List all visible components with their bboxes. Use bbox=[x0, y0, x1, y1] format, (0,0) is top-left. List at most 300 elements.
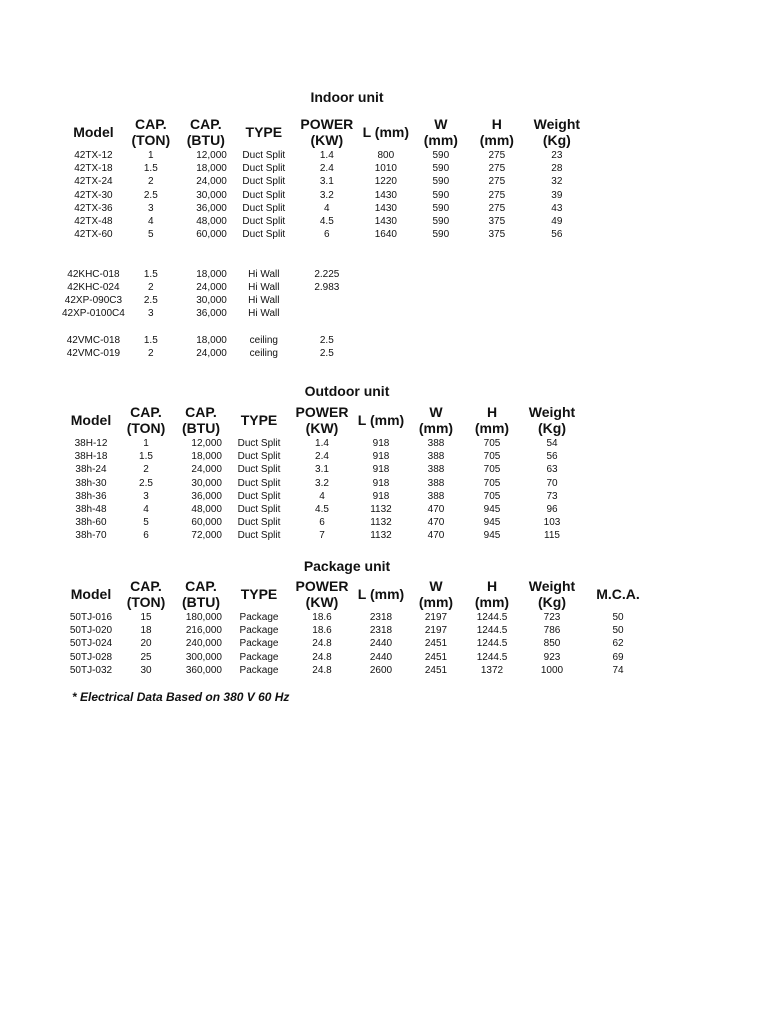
table-cell: 25 bbox=[140, 651, 152, 663]
table-cell: 42KHC-024 bbox=[67, 282, 120, 293]
table-cell bbox=[471, 294, 523, 307]
table-cell: 2.225 bbox=[314, 268, 340, 280]
table-cell: 388 bbox=[427, 438, 445, 449]
table-row bbox=[62, 268, 591, 281]
table-cell: 3 bbox=[148, 202, 154, 214]
table-cell: 2.5 bbox=[319, 348, 334, 359]
column-header: Weight (Kg) bbox=[528, 404, 576, 436]
table-cell: 12,000 bbox=[196, 150, 227, 161]
table-cell: 1.4 bbox=[319, 150, 334, 161]
indoor-unit-table bbox=[62, 115, 591, 360]
table-cell: 4 bbox=[324, 202, 330, 214]
table-cell: 300,000 bbox=[185, 651, 222, 663]
table-cell bbox=[361, 268, 411, 281]
table-cell: 590 bbox=[432, 216, 450, 228]
column-header: L (mm) bbox=[357, 586, 405, 602]
table-cell bbox=[361, 334, 411, 347]
table-cell: 375 bbox=[488, 229, 506, 241]
column-header: TYPE bbox=[245, 124, 283, 140]
table-cell: 50 bbox=[612, 612, 624, 623]
table-cell: 18,000 bbox=[196, 334, 227, 346]
column-header: POWER (KW) bbox=[295, 578, 349, 610]
table-cell: Duct Split bbox=[237, 451, 281, 463]
table-cell: 42TX-18 bbox=[74, 163, 113, 175]
table-cell: 388 bbox=[427, 464, 445, 476]
table-cell: 42VMC-019 bbox=[66, 348, 121, 359]
table-cell: 590 bbox=[432, 189, 450, 201]
table-cell: 723 bbox=[543, 612, 561, 623]
table-cell: 42XP-090C3 bbox=[64, 295, 123, 307]
table-cell: 6 bbox=[324, 229, 330, 241]
column-header: W (mm) bbox=[418, 578, 454, 610]
table-cell: 4 bbox=[319, 490, 325, 502]
table-cell: 3 bbox=[148, 308, 154, 320]
table-cell: 18.6 bbox=[312, 625, 332, 637]
table-row bbox=[62, 490, 586, 503]
outdoor-unit-table bbox=[62, 403, 586, 543]
table-cell: 2 bbox=[148, 282, 154, 293]
column-header: TYPE bbox=[240, 586, 278, 602]
table-cell: Package bbox=[239, 625, 279, 637]
column-header: POWER (KW) bbox=[300, 116, 354, 148]
table-cell: 30 bbox=[140, 664, 152, 676]
table-cell: 50TJ-024 bbox=[69, 638, 113, 650]
table-cell: 590 bbox=[432, 163, 450, 175]
column-header: M.C.A. bbox=[596, 586, 640, 602]
table-cell: 24,000 bbox=[191, 464, 222, 476]
table-cell: Duct Split bbox=[237, 490, 281, 502]
table-cell: 39 bbox=[551, 189, 563, 201]
column-header: W (mm) bbox=[418, 404, 454, 436]
table-cell: 1640 bbox=[374, 229, 397, 241]
table-cell: 2451 bbox=[424, 638, 448, 650]
table-cell: 850 bbox=[543, 638, 561, 650]
table-cell: 70 bbox=[546, 477, 558, 489]
table-row bbox=[62, 624, 650, 637]
table-cell: 1.4 bbox=[315, 438, 329, 449]
table-cell: 50TJ-020 bbox=[69, 625, 113, 637]
table-cell: 24.8 bbox=[312, 638, 332, 650]
table-cell bbox=[293, 294, 361, 307]
table-cell: 4 bbox=[148, 216, 154, 228]
table-cell: Duct Split bbox=[237, 464, 281, 476]
table-cell: 1372 bbox=[480, 664, 504, 676]
table-cell bbox=[293, 307, 361, 320]
table-cell: Hi Wall bbox=[248, 295, 280, 307]
table-cell: 2.5 bbox=[319, 334, 334, 346]
table-cell: 375 bbox=[488, 216, 506, 228]
table-cell: 1.5 bbox=[143, 163, 158, 175]
table-cell: 2 bbox=[143, 464, 149, 476]
table-cell: 42VMC-018 bbox=[66, 334, 121, 346]
table-cell: 24,000 bbox=[196, 282, 227, 293]
spacer-cell bbox=[62, 321, 591, 334]
table-cell: 5 bbox=[148, 229, 154, 241]
table-cell bbox=[523, 347, 591, 360]
table-cell bbox=[361, 347, 411, 360]
table-cell: 5 bbox=[143, 517, 149, 529]
outdoor-unit-title: Outdoor unit bbox=[304, 383, 390, 399]
table-cell: 590 bbox=[432, 229, 450, 241]
table-cell: 56 bbox=[551, 229, 563, 241]
table-row bbox=[62, 477, 586, 490]
column-header: L (mm) bbox=[357, 412, 405, 428]
table-cell: 6 bbox=[143, 530, 149, 542]
table-cell: 49 bbox=[551, 216, 563, 228]
table-cell: Duct Split bbox=[237, 504, 281, 516]
table-cell: 2197 bbox=[424, 625, 448, 637]
table-cell bbox=[471, 268, 523, 281]
table-cell: 7 bbox=[319, 530, 325, 542]
table-cell bbox=[411, 281, 471, 294]
table-cell: 48,000 bbox=[191, 504, 222, 516]
table-cell: 945 bbox=[483, 504, 501, 516]
table-cell bbox=[411, 294, 471, 307]
table-cell: 1010 bbox=[374, 163, 397, 175]
table-cell: 1244.5 bbox=[476, 638, 508, 650]
electrical-note: * Electrical Data Based on 380 V 60 Hz bbox=[72, 690, 290, 704]
table-cell: Duct Split bbox=[242, 189, 286, 201]
spacer-cell bbox=[62, 241, 591, 254]
table-cell: 240,000 bbox=[185, 638, 222, 650]
table-cell: 1 bbox=[143, 438, 149, 449]
table-row bbox=[62, 529, 586, 542]
table-cell: 275 bbox=[488, 163, 506, 175]
table-cell bbox=[523, 294, 591, 307]
table-cell: 30,000 bbox=[191, 477, 222, 489]
table-cell: 38H-18 bbox=[74, 451, 108, 463]
table-cell: 1.5 bbox=[143, 268, 158, 280]
table-cell: 4.5 bbox=[315, 504, 329, 516]
table-cell: 24,000 bbox=[196, 348, 227, 359]
table-cell: 2.5 bbox=[143, 295, 158, 307]
table-cell: Duct Split bbox=[242, 202, 286, 214]
table-cell: Hi Wall bbox=[248, 308, 280, 320]
column-header: POWER (KW) bbox=[295, 404, 349, 436]
table-cell: Duct Split bbox=[242, 163, 286, 175]
table-cell: 50TJ-016 bbox=[69, 612, 113, 623]
table-cell bbox=[471, 307, 523, 320]
table-cell: Hi Wall bbox=[248, 282, 280, 293]
table-cell: 43 bbox=[551, 202, 563, 214]
table-cell: Duct Split bbox=[242, 176, 286, 188]
table-cell: 24.8 bbox=[312, 651, 332, 663]
table-cell: 2.983 bbox=[314, 282, 340, 293]
table-row bbox=[62, 463, 586, 476]
spacer-cell bbox=[62, 255, 591, 268]
table-cell: 2440 bbox=[369, 638, 393, 650]
table-cell bbox=[411, 347, 471, 360]
table-cell: 388 bbox=[427, 477, 445, 489]
table-cell: 4.5 bbox=[319, 216, 334, 228]
table-cell: 388 bbox=[427, 451, 445, 463]
header-row bbox=[62, 577, 650, 611]
table-cell: 103 bbox=[543, 517, 561, 529]
package-unit-title: Package unit bbox=[303, 558, 391, 574]
table-cell: 6 bbox=[319, 517, 325, 529]
column-header: Model bbox=[70, 412, 112, 428]
table-row bbox=[62, 437, 586, 450]
table-cell: 24.8 bbox=[312, 664, 332, 676]
table-cell: 42TX-36 bbox=[74, 202, 113, 214]
table-cell: 1000 bbox=[540, 664, 564, 676]
table-cell: 918 bbox=[372, 438, 390, 449]
table-cell: 42TX-24 bbox=[74, 176, 113, 188]
table-cell: 38h-60 bbox=[75, 517, 107, 529]
table-cell: 42KHC-018 bbox=[67, 268, 120, 280]
table-cell: ceiling bbox=[249, 348, 278, 359]
table-cell: 275 bbox=[488, 202, 506, 214]
table-cell: 470 bbox=[427, 517, 445, 529]
table-row bbox=[62, 162, 591, 175]
table-cell: 36,000 bbox=[196, 202, 227, 214]
table-cell: 1430 bbox=[374, 216, 397, 228]
table-cell: 705 bbox=[483, 490, 501, 502]
table-cell: 115 bbox=[544, 530, 560, 542]
table-cell: 2318 bbox=[369, 625, 393, 637]
table-cell bbox=[471, 334, 523, 347]
table-row bbox=[62, 149, 591, 162]
table-cell: 945 bbox=[483, 517, 501, 529]
table-cell: 1244.5 bbox=[476, 651, 508, 663]
table-cell: 945 bbox=[483, 530, 501, 542]
column-header: Weight (Kg) bbox=[533, 116, 581, 148]
column-header: H (mm) bbox=[474, 578, 510, 610]
table-cell: 705 bbox=[483, 438, 501, 449]
table-cell: 48,000 bbox=[196, 216, 227, 228]
table-cell: Duct Split bbox=[242, 229, 286, 241]
table-cell: 800 bbox=[377, 150, 395, 161]
table-cell: 42TX-12 bbox=[74, 150, 113, 161]
table-cell: 23 bbox=[551, 150, 563, 161]
table-cell: 1220 bbox=[374, 176, 397, 188]
column-header: CAP. (BTU) bbox=[181, 578, 221, 610]
table-cell bbox=[471, 281, 523, 294]
table-cell: 18 bbox=[140, 625, 152, 637]
table-cell: 12,000 bbox=[191, 438, 222, 449]
table-row bbox=[62, 347, 591, 360]
table-cell: 2318 bbox=[369, 612, 393, 623]
table-cell: 3.2 bbox=[319, 189, 334, 201]
column-header: CAP. (BTU) bbox=[181, 404, 221, 436]
table-cell: 3.1 bbox=[315, 464, 329, 476]
table-row bbox=[62, 611, 650, 624]
table-row bbox=[62, 450, 586, 463]
table-cell: 2 bbox=[148, 176, 154, 188]
table-cell: 3.1 bbox=[319, 176, 334, 188]
table-row bbox=[62, 334, 591, 347]
table-cell: Duct Split bbox=[242, 216, 286, 228]
column-header: CAP. (BTU) bbox=[186, 116, 225, 148]
table-row bbox=[62, 175, 591, 188]
table-cell: 470 bbox=[427, 530, 445, 542]
table-cell: Package bbox=[239, 612, 279, 623]
table-cell: 60,000 bbox=[196, 229, 227, 241]
table-cell: Hi Wall bbox=[248, 268, 280, 280]
table-cell: 1430 bbox=[374, 189, 397, 201]
indoor-unit-title: Indoor unit bbox=[310, 89, 384, 105]
table-cell bbox=[523, 281, 591, 294]
table-row bbox=[62, 651, 650, 664]
table-cell: 42TX-48 bbox=[74, 216, 113, 228]
table-cell: 216,000 bbox=[185, 625, 222, 637]
table-cell: 38h-48 bbox=[75, 504, 107, 516]
table-cell: 38h-24 bbox=[75, 464, 107, 476]
table-cell: 50TJ-032 bbox=[69, 664, 113, 676]
table-cell: 2440 bbox=[369, 651, 393, 663]
column-header: CAP. (TON) bbox=[126, 404, 166, 436]
table-cell: 275 bbox=[488, 150, 506, 161]
table-cell: 1132 bbox=[370, 530, 392, 542]
table-cell: 2.4 bbox=[319, 163, 334, 175]
column-header: CAP. (TON) bbox=[131, 116, 171, 148]
table-cell: 15 bbox=[140, 612, 152, 623]
spacer-row bbox=[62, 255, 591, 268]
table-cell: 1244.5 bbox=[476, 612, 508, 623]
table-cell: 56 bbox=[546, 451, 558, 463]
table-cell: 74 bbox=[612, 664, 624, 676]
table-cell: 180,000 bbox=[185, 612, 222, 623]
table-cell: 63 bbox=[546, 464, 558, 476]
table-row bbox=[62, 516, 586, 529]
table-cell: 50TJ-028 bbox=[69, 651, 113, 663]
column-header: H (mm) bbox=[474, 404, 510, 436]
table-cell: 2451 bbox=[424, 664, 448, 676]
table-cell: 590 bbox=[432, 176, 450, 188]
table-cell: 1.5 bbox=[143, 334, 158, 346]
table-cell: 30,000 bbox=[196, 189, 227, 201]
table-cell: 2451 bbox=[424, 651, 448, 663]
table-cell: Duct Split bbox=[237, 477, 281, 489]
table-cell: 36,000 bbox=[196, 308, 227, 320]
table-cell: 705 bbox=[483, 464, 501, 476]
table-cell: 923 bbox=[543, 651, 561, 663]
table-cell: 28 bbox=[551, 163, 563, 175]
column-header: TYPE bbox=[240, 412, 278, 428]
table-cell bbox=[523, 307, 591, 320]
table-cell: 2197 bbox=[424, 612, 448, 623]
column-header: Model bbox=[70, 586, 112, 602]
table-cell bbox=[523, 268, 591, 281]
table-cell bbox=[471, 347, 523, 360]
table-cell: 918 bbox=[372, 490, 390, 502]
table-row bbox=[62, 228, 591, 241]
table-cell: 18,000 bbox=[196, 163, 227, 175]
table-cell: 38h-70 bbox=[75, 530, 107, 542]
table-cell: 1 bbox=[148, 150, 154, 161]
table-cell: Package bbox=[239, 651, 279, 663]
table-cell: 18,000 bbox=[191, 451, 222, 463]
table-cell: 54 bbox=[546, 438, 558, 449]
table-cell bbox=[361, 307, 411, 320]
table-cell: 73 bbox=[546, 490, 558, 502]
table-cell: 2.5 bbox=[143, 189, 158, 201]
table-cell: 2 bbox=[148, 348, 154, 359]
table-cell bbox=[523, 334, 591, 347]
table-cell: 62 bbox=[612, 638, 624, 650]
table-cell: 275 bbox=[488, 176, 506, 188]
table-row bbox=[62, 664, 650, 677]
table-cell: 918 bbox=[372, 451, 390, 463]
table-cell: 42TX-30 bbox=[74, 189, 113, 201]
header-row bbox=[62, 403, 586, 437]
table-cell: 18.6 bbox=[312, 612, 332, 623]
table-cell bbox=[411, 307, 471, 320]
table-cell: 42TX-60 bbox=[74, 229, 113, 241]
table-cell: 705 bbox=[483, 477, 501, 489]
table-cell: 32 bbox=[551, 176, 563, 188]
table-cell: 2.4 bbox=[315, 451, 329, 463]
table-cell: 38H-12 bbox=[74, 438, 108, 449]
package-unit-table bbox=[62, 577, 650, 677]
table-cell: 2.5 bbox=[139, 477, 153, 489]
table-cell: Duct Split bbox=[237, 438, 281, 449]
table-row bbox=[62, 307, 591, 320]
table-cell: 18,000 bbox=[196, 268, 227, 280]
column-header: H (mm) bbox=[479, 116, 514, 148]
table-cell: 590 bbox=[432, 202, 450, 214]
table-row bbox=[62, 215, 591, 228]
table-cell: 96 bbox=[546, 504, 558, 516]
table-cell: 1430 bbox=[374, 202, 397, 214]
spacer-row bbox=[62, 321, 591, 334]
table-cell: 2600 bbox=[369, 664, 393, 676]
table-cell: 705 bbox=[483, 451, 501, 463]
table-cell bbox=[411, 334, 471, 347]
table-cell: ceiling bbox=[249, 334, 278, 346]
table-cell: 4 bbox=[143, 504, 149, 516]
table-cell: 42XP-0100C4 bbox=[62, 308, 125, 320]
column-header: W (mm) bbox=[423, 116, 458, 148]
table-cell: Package bbox=[239, 638, 279, 650]
column-header: Model bbox=[73, 124, 114, 140]
table-row bbox=[62, 294, 591, 307]
table-cell: 72,000 bbox=[191, 530, 222, 542]
table-cell: 360,000 bbox=[185, 664, 222, 676]
table-cell: 918 bbox=[372, 477, 390, 489]
table-cell bbox=[411, 268, 471, 281]
table-row bbox=[62, 281, 591, 294]
table-cell: 1132 bbox=[370, 504, 392, 516]
header-row bbox=[62, 115, 591, 149]
table-cell: 38h-30 bbox=[75, 477, 107, 489]
table-row bbox=[62, 202, 591, 215]
table-cell: 69 bbox=[612, 651, 624, 663]
table-cell: 590 bbox=[432, 150, 450, 161]
column-header: Weight (Kg) bbox=[528, 578, 576, 610]
table-cell: Duct Split bbox=[242, 150, 286, 161]
table-cell: 1.5 bbox=[139, 451, 153, 463]
column-header: L (mm) bbox=[362, 124, 410, 140]
table-cell: 3.2 bbox=[315, 477, 329, 489]
column-header: CAP. (TON) bbox=[126, 578, 166, 610]
table-cell: 918 bbox=[372, 464, 390, 476]
table-cell: Duct Split bbox=[237, 517, 281, 529]
table-cell: Package bbox=[239, 664, 279, 676]
table-cell: 470 bbox=[427, 504, 445, 516]
table-row bbox=[62, 503, 586, 516]
table-row bbox=[62, 637, 650, 650]
table-cell: 50 bbox=[612, 625, 624, 637]
table-cell: 388 bbox=[427, 490, 445, 502]
table-cell: 3 bbox=[143, 490, 149, 502]
table-cell bbox=[361, 294, 411, 307]
table-cell: 36,000 bbox=[191, 490, 222, 502]
table-cell bbox=[361, 281, 411, 294]
table-row bbox=[62, 189, 591, 202]
table-cell: 24,000 bbox=[196, 176, 227, 188]
table-cell: 38h-36 bbox=[75, 490, 107, 502]
